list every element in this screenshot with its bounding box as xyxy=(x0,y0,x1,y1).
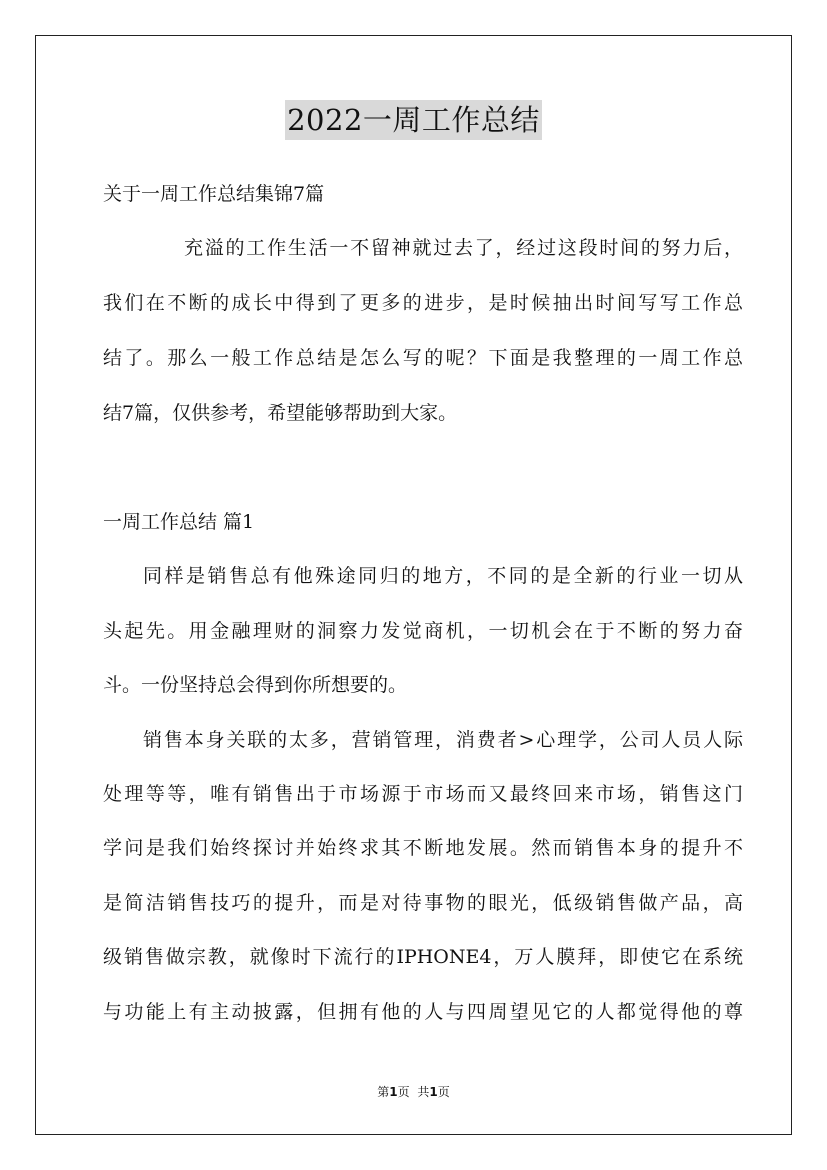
body-line: 斗。一份坚持总会得到你所想要的。 xyxy=(103,674,408,696)
intro-line: 结7篇，仅供参考，希望能够帮助到大家。 xyxy=(103,402,458,424)
body-line: 销售本身关联的太多，营销管理，消费者>心理学，公司人员人际 xyxy=(143,729,743,751)
body-line: 与功能上有主动披露，但拥有他的人与四周望见它的人都觉得他的尊 xyxy=(103,1001,743,1023)
section-heading: 一周工作总结 篇1 xyxy=(103,511,255,533)
body-line: 学问是我们始终探讨并始终求其不断地发展。然而销售本身的提升不 xyxy=(103,837,743,859)
body-line: 同样是销售总有他殊途同归的地方，不同的是全新的行业一切从 xyxy=(143,565,743,587)
document-title: 2022一周工作总结 xyxy=(285,100,542,140)
document-subtitle: 关于一周工作总结集锦7篇 xyxy=(103,183,325,205)
intro-line: 我们在不断的成长中得到了更多的进步，是时候抽出时间写写工作总 xyxy=(103,292,743,314)
page-footer xyxy=(0,1084,827,1100)
total-label-suffix: 页 xyxy=(437,1085,450,1099)
page-label-prefix: 第 xyxy=(377,1085,390,1099)
body-line: 头起先。用金融理财的洞察力发觉商机，一切机会在于不断的努力奋 xyxy=(103,620,743,642)
intro-line: 结了。那么一般工作总结是怎么写的呢？下面是我整理的一周工作总 xyxy=(103,347,743,369)
body-line: 处理等等，唯有销售出于市场源于市场而又最终回来市场，销售这门 xyxy=(103,783,743,805)
page-number: 1 xyxy=(389,1085,398,1099)
total-pages: 1 xyxy=(429,1085,438,1099)
title-container xyxy=(0,100,827,140)
intro-line: 充溢的工作生活一不留神就过去了，经过这段时间的努力后， xyxy=(184,237,743,259)
total-label-prefix: 共 xyxy=(417,1085,430,1099)
page-label-suffix: 页 xyxy=(397,1085,410,1099)
body-line: 级销售做宗教，就像时下流行的IPHONE4，万人膜拜，即使它在系统 xyxy=(103,946,743,968)
body-line: 是简洁销售技巧的提升，而是对待事物的眼光，低级销售做产品，高 xyxy=(103,892,743,914)
